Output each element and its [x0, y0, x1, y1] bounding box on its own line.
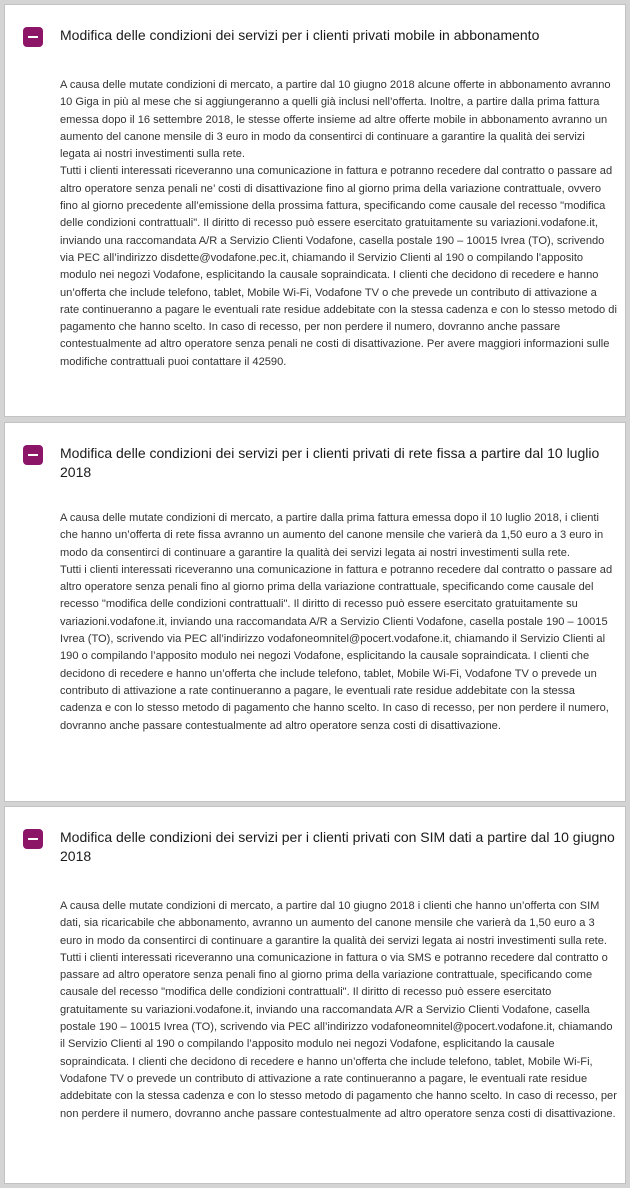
- accordion-content: [60, 510, 618, 735]
- accordion-title[interactable]: Modifica delle condizioni dei servizi per i clienti privati mobile in abbonamento: [60, 27, 540, 43]
- accordion-title[interactable]: Modifica delle condizioni dei servizi per i clienti privati di rete fissa a partire dal 10 luglio 2018: [60, 445, 600, 480]
- accordion-content: [60, 898, 618, 1123]
- accordion-panel-rete-fissa: [4, 422, 626, 802]
- content-paragraph: A causa delle mutate condizioni di mercato, a partire dal 10 giugno 2018 i clienti che hanno un’offerta con SIM dati, sia ricaricabile che abbonamento, avranno un aumento del canone mensile che varierà da 1,50 euro a 3 euro in modo da consentirci di continuare a garantire la qualità dei servizi legata ai nostri investimenti sulla rete.: [60, 900, 607, 947]
- content-paragraph: Tutti i clienti interessati riceveranno una comunicazione in fattura e potranno recedere dal contratto o passare ad altro operatore senza penali ne’ costi di disattivazione fino al giorno prima della variazione contrattuale, ovvero fino al giorno precedente all’emissione della prossima fattura, specificando come causale del recesso "modifica delle condizioni contrattuali". Il diritto di recesso può essere esercitato gratuitamente su variazioni.vodafone.it, inviando una raccomandata A/R a Servizio Clienti Vodafone, casella postale 190 – 10015 Ivrea (TO), scrivendo via PEC all’indirizzo disdette@vodafone.pec.it, chiamando il Servizio Clienti al 190 o compilando l’apposito modulo nei negozi Vodafone, esplicitando la causale sopraindicata. I clienti che decidono di recedere e hanno un’offerta che include telefono, tablet, Mobile Wi-Fi, Vodafone TV o che prevede un contributo di attivazione a rate continueranno a pagare le eventuali rate residue addebitate con la stessa cadenza e con lo stesso metodo di pagamento che hanno scelto. In caso di recesso, per non perdere il numero, dovranno anche passare contestualmente ad altro operatore senza penali ne costi di disattivazione. Per avere maggiori informazioni sulle modifiche contrattuali puoi contattare il 42590.: [60, 165, 617, 368]
- content-paragraph: Tutti i clienti interessati riceveranno una comunicazione in fattura o via SMS e potranno recedere dal contratto o passare ad altro operatore senza penali fino al giorno prima della variazione contrattuale, specificando come causale del recesso "modifica delle condizioni contrattuali". Il diritto di recesso può essere esercitato gratuitamente su variazioni.vodafone.it, inviando una raccomandata A/R a Servizio Clienti Vodafone, casella postale 190 – 10015 Ivrea (TO), scrivendo via PEC all’indirizzo vodafoneomnitel@pocert.vodafone.it, chiamando il Servizio Clienti al 190 o compilando l’apposito modulo nei negozi Vodafone, esplicitando la causale sopraindicata. I clienti che decidono di recedere e hanno un’offerta che include telefono, tablet, Mobile Wi-Fi, Vodafone TV o prevede un contributo di attivazione a rate continueranno a pagare, le eventuali rate residue addebitate con la stessa cadenza e con lo stesso metodo di pagamento che hanno scelto. In caso di recesso, per non perdere il numero, dovranno anche passare contestualmente ad altro operatore senza costi di disattivazione.: [60, 951, 617, 1120]
- accordion-content: [60, 77, 618, 371]
- accordion-panel-mobile-abbonamento: [4, 4, 626, 417]
- collapse-toggle-minus-icon[interactable]: [23, 445, 43, 465]
- content-paragraph: A causa delle mutate condizioni di mercato, a partire dalla prima fattura emessa dopo il 10 luglio 2018, i clienti che hanno un’offerta di rete fissa avranno un aumento del canone mensile che varierà da 1,50 euro a 3 euro in modo da consentirci di continuare a garantire la qualità dei servizi legata ai nostri investimenti sulla rete.: [60, 512, 604, 559]
- content-paragraph: Tutti i clienti interessati riceveranno una comunicazione in fattura e potranno recedere dal contratto o passare ad altro operatore senza penali fino al giorno prima della variazione contrattuale, specificando come causale del recesso "modifica delle condizioni contrattuali". Il diritto di recesso può essere esercitato gratuitamente su variazioni.vodafone.it, inviando una raccomandata A/R a Servizio Clienti Vodafone, casella postale 190 – 10015 Ivrea (TO), scrivendo via PEC all’indirizzo vodafoneomnitel@pocert.vodafone.it, chiamando il Servizio Clienti al 190 o compilando l’apposito modulo nei negozi Vodafone, esplicitando la causale sopraindicata. I clienti che decidono di recedere e hanno un’offerta che include telefono, tablet, Mobile Wi-Fi, Vodafone TV o prevede un contributo di attivazione a rate continueranno a pagare, le eventuali rate residue addebitate con la stessa cadenza e con lo stesso metodo di pagamento che hanno scelto. In caso di recesso, per non perdere il numero, dovranno anche passare contestualmente ad altro operatore senza costi di disattivazione.: [60, 563, 613, 732]
- content-paragraph: A causa delle mutate condizioni di mercato, a partire dal 10 giugno 2018 alcune offerte in abbonamento avranno 10 Giga in più al mese che si aggiungeranno a quelli già inclusi nell’offerta. Inoltre, a partire dalla prima fattura emessa dopo il 16 settembre 2018, le stesse offerte insieme ad altre offerte mobile in abbonamento avranno un aumento del canone mensile di 3 euro in modo da consentirci di continuare a garantire la qualità dei servizi legata ai nostri investimenti sulla rete.: [60, 79, 611, 161]
- collapse-toggle-minus-icon[interactable]: [23, 27, 43, 47]
- accordion-title[interactable]: Modifica delle condizioni dei servizi per i clienti privati con SIM dati a partire dal 10 giugno 2018: [60, 829, 615, 864]
- accordion-panel-sim-dati: [4, 806, 626, 1184]
- collapse-toggle-minus-icon[interactable]: [23, 829, 43, 849]
